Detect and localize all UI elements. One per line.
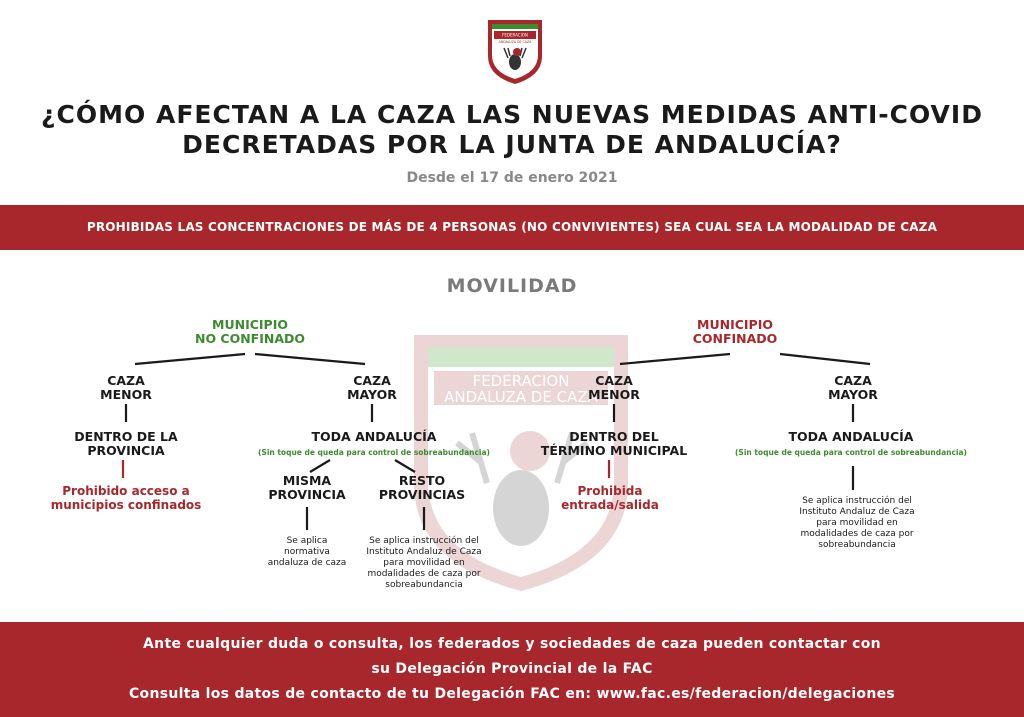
title-line-2: DECRETADAS POR LA JUNTA DE ANDALUCÍA? [182,130,842,159]
watermark-line-2: ANDALUZA DE CAZA [444,388,598,406]
result-line-2: municipios confinados [50,498,202,512]
root-line-1: MUNICIPIO [697,317,773,332]
text-line: para movilidad en [383,558,465,568]
caza-label: CAZA [834,373,872,388]
dentro-del-termino-municipal [530,430,698,458]
text-line: andaluza de caza [267,558,347,568]
left-note: (Sin toque de queda para control de sobreabundancia) [258,448,490,457]
node-line-2: PROVINCIAS [378,487,466,502]
municipio-confinado [660,318,810,346]
result-line-1: Prohibido acceso a [62,484,190,498]
node-line-1: DENTRO DE LA [74,429,178,444]
footer-line-2: su Delegación Provincial de la FAC [371,661,653,677]
mayor-label: MAYOR [828,387,878,402]
date-subtitle: Desde el 17 de enero 2021 [406,170,618,186]
left-caza-mayor [322,374,422,402]
text-line: sobreabundancia [385,580,463,590]
root-line-1: MUNICIPIO [212,317,288,332]
dentro-de-la-provincia [46,430,206,458]
caza-label: CAZA [107,373,145,388]
root-line-2: NO CONFINADO [194,331,306,346]
svg-text:ANDALUZA DE CAZA: ANDALUZA DE CAZA [498,40,532,44]
misma-provincia [262,474,352,502]
right-toda-andalucia: TODA ANDALUCÍA [788,429,914,444]
svg-text:FEDERACION: FEDERACION [502,32,528,38]
text-line: modalidades de caza por [367,569,481,579]
menor-label: MENOR [100,387,152,402]
node-line-2: PROVINCIA [87,443,165,458]
text-line: modalidades de caza por [800,529,914,539]
node-line-1: RESTO [398,473,446,488]
text-line: Se aplica instrucción del [802,496,912,506]
footer-line-1: Ante cualquier duda o consulta, los federados y sociedades de caza pueden contactar con [143,636,881,652]
watermark-line-1: FEDERACION [472,372,570,390]
section-title: MOVILIDAD [446,275,578,297]
right-note: (Sin toque de queda para control de sobreabundancia) [735,448,967,457]
text-line: para movilidad en [816,518,898,528]
resto-provincias [372,474,472,502]
right-mayor-text [782,496,932,551]
caza-label: CAZA [353,373,391,388]
node-line-1: DENTRO DEL [569,429,659,444]
caza-label: CAZA [595,373,633,388]
prohibida-entrada-salida [545,484,675,512]
text-line: sobreabundancia [818,540,896,550]
misma-provincia-text [247,536,367,569]
banner-text: PROHIBIDAS LAS CONCENTRACIONES DE MÁS DE 4 PERSONAS (NO CONVIVIENTES) SEA CUAL SEA LA MODALIDAD DE CAZA [86,220,938,234]
mayor-label: MAYOR [347,387,397,402]
node-line-2: TÉRMINO MUNICIPAL [540,443,688,458]
right-caza-mayor [803,374,903,402]
result-line-2: entrada/salida [561,498,659,512]
right-caza-menor [564,374,664,402]
title-line-1: ¿CÓMO AFECTAN A LA CAZA LAS NUEVAS MEDIDAS ANTI-COVID [41,100,983,129]
node-line-2: PROVINCIA [268,487,346,502]
left-caza-menor [76,374,176,402]
result-line-1: Prohibida [577,484,643,498]
text-line: Se aplica instrucción del [369,536,479,546]
footer-line-3: Consulta los datos de contacto de tu Delegación FAC en: www.fac.es/federacion/delegaciones [128,686,896,702]
left-toda-andalucia: TODA ANDALUCÍA [311,429,437,444]
text-line: Instituto Andaluz de Caza [799,507,915,517]
menor-label: MENOR [588,387,640,402]
text-line: normativa [284,547,330,557]
text-line: Instituto Andaluz de Caza [366,547,482,557]
root-line-2: CONFINADO [692,331,778,346]
node-line-1: MISMA [282,473,332,488]
resto-provincias-text [354,536,494,591]
municipio-no-confinado [175,318,325,346]
prohibido-acceso [36,484,216,512]
text-line: Se aplica [286,536,328,546]
